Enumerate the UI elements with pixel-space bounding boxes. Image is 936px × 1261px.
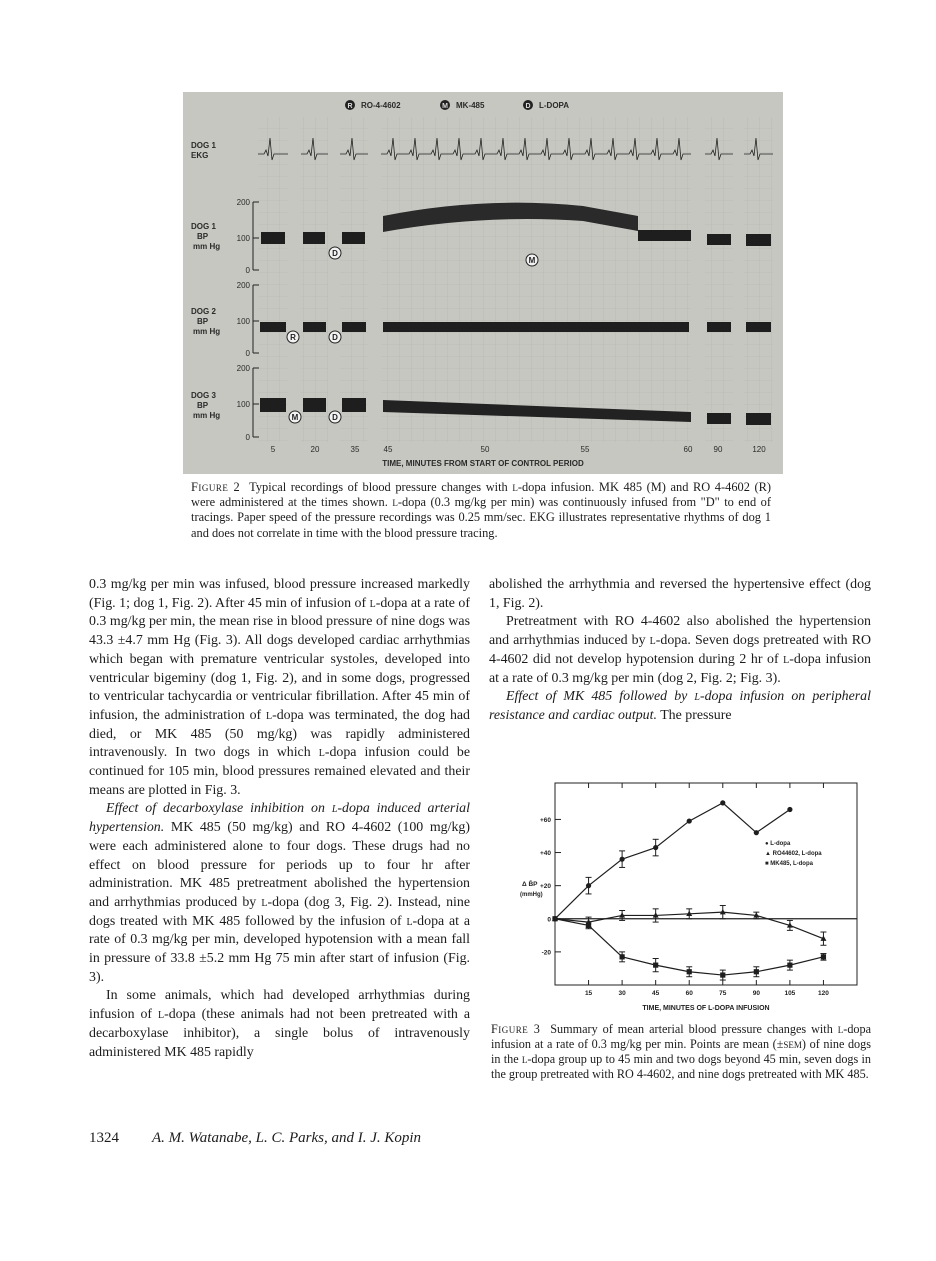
x-axis-label: TIME, MINUTES OF L-DOPA INFUSION	[642, 1005, 770, 1012]
x-tick-label-1: 30	[618, 990, 626, 997]
small-caps-l: l	[318, 745, 325, 761]
right-paragraph-2-text: Pretreatment with RO 4-4602 also abolished the hypertension and arrhythmias induced by l-dopa. Seven dogs pretreated with RO 4-4602 did not develop hypotension during 2 hr of l-dopa infusion at a rate of 0.3 mg/kg per min (dog 2, Fig. 2; Fig. 3).	[489, 614, 872, 686]
small-caps-l: l	[265, 707, 273, 723]
bp-tick-label-2-0: 200	[236, 364, 250, 373]
dog2-bp-band-0	[260, 322, 286, 332]
bp-tick-label-1-0: 200	[236, 281, 250, 290]
row-labels	[191, 141, 220, 420]
figure-3-chart	[500, 776, 875, 1016]
small-caps-l: l	[694, 689, 700, 705]
dog3-bp-band-1	[303, 398, 326, 412]
bp-tick-label-1-2: 0	[245, 349, 250, 358]
dog3-bp-band-0	[260, 398, 286, 412]
strip-1	[301, 117, 328, 442]
recording-strips	[258, 117, 773, 442]
time-tick-4: 50	[480, 445, 490, 454]
legend-ldopa-label: L-DOPA	[539, 101, 570, 110]
legend-m-letter: M	[442, 103, 448, 110]
dog1-bp-label-dog: DOG 1	[191, 222, 216, 231]
strip-2	[340, 117, 368, 442]
bp-axes	[237, 198, 259, 442]
point-0-5	[720, 800, 725, 805]
time-axis-ticks	[271, 445, 766, 454]
dog2-bp-band-1	[303, 322, 326, 332]
dog1-bp-label-unit: mm Hg	[193, 242, 221, 251]
dog3-bp-band-2	[342, 398, 366, 412]
point-2-0	[552, 916, 557, 921]
y-tick-label-1: 0	[547, 916, 551, 924]
right-paragraph-3-heading: Effect of MK 485 followed by l-dopa infusion on peripheral resistance and cardiac output.	[489, 689, 871, 723]
small-caps-l: l	[157, 1007, 165, 1023]
dog1-bp-band-3	[638, 230, 691, 241]
point-0-3	[653, 845, 658, 850]
left-paragraph-2-text: MK 485 (50 mg/kg) and RO 4-4602 (100 mg/kg) were each administered alone to four dogs. These drugs had no effect on blood pressure for periods up to four hr after administration. MK 485 pretreatment abolished the hypertension and arrhythmias produced by l-dopa (dog 3, Fig. 2). Instead, nine dogs treated with MK 485 followed by the infusion of l-dopa at a rate of 0.3 mg/kg per min, developed hypotension with a mean fall in pressure of 33.8 ±5.2 mm Hg 75 min after start of infusion (Fig. 3).	[89, 820, 471, 985]
right-paragraph-2	[489, 613, 871, 688]
marker-m-dog1-letter: M	[528, 256, 536, 265]
chart-legend	[765, 841, 822, 867]
bp-tick-label-0-2: 0	[245, 266, 250, 275]
point-2-4	[687, 969, 692, 974]
figure-2-caption-text: Typical recordings of blood pressure changes with l-dopa infusion. MK 485 (M) and RO 4-4602 (R) were administered at the times shown. l-dopa (0.3 mg/kg per min) was continuously infused from "D" to end of tracings. Paper speed of the pressure recordings was 0.25 mm/sec. EKG illustrates representative rhythms of dog 1 and does not correlate in time with the blood pressure tracing.	[191, 480, 772, 540]
small-caps-l: l	[649, 633, 656, 649]
chart-frame	[555, 783, 857, 985]
dog2-bp-label-bp: BP	[197, 317, 209, 326]
strip-4	[705, 117, 733, 442]
point-0-6	[754, 830, 759, 835]
dog3-bp-label-unit: mm Hg	[193, 411, 221, 420]
x-tick-label-0: 15	[584, 990, 593, 997]
dog2-bp-band-2	[342, 322, 366, 332]
point-2-5	[720, 972, 725, 977]
left-paragraph-2-heading: Effect of decarboxylase inhibition on l-dopa induced arterial hypertension.	[89, 801, 470, 836]
point-0-2	[620, 857, 625, 862]
right-paragraph-1	[489, 576, 871, 613]
figure-2-svg	[183, 92, 783, 474]
right-paragraph-1-text: abolished the arrhythmia and reversed the hypertensive effect (dog 1, Fig. 2).	[489, 577, 871, 611]
time-axis-label: TIME, MINUTES FROM START OF CONTROL PERIOD	[382, 459, 584, 468]
time-tick-0: 5	[270, 445, 276, 454]
left-paragraph-3	[89, 987, 470, 1062]
dog2-bp-label-dog: DOG 2	[191, 307, 216, 316]
page-number: 1324	[89, 1130, 119, 1146]
left-text-column	[89, 576, 470, 1062]
right-text-column	[489, 576, 871, 726]
time-tick-5: 55	[580, 445, 590, 454]
dog2-bp-band-4	[707, 322, 731, 332]
small-caps-sem: sem	[783, 1037, 802, 1051]
running-authors: A. M. Watanabe, L. C. Parks, and I. J. Kopin	[152, 1130, 422, 1146]
figure-2-recordings	[183, 92, 783, 474]
legend-ro44602: ▲ RO44602, L-dopa	[765, 851, 822, 857]
small-caps-l: l	[783, 651, 790, 667]
dog1-bp-label-bp: BP	[197, 232, 209, 241]
marker-d-dog1-letter: D	[332, 249, 338, 258]
point-0-7	[787, 807, 792, 812]
figure-3-caption	[491, 1022, 871, 1082]
left-paragraph-2	[89, 800, 470, 987]
left-paragraph-1	[89, 576, 470, 800]
point-2-1	[586, 923, 591, 928]
time-tick-2: 35	[350, 445, 360, 454]
y-tick-label-4: +60	[539, 816, 551, 824]
point-0-4	[687, 818, 692, 823]
bp-tick-label-0-0: 200	[236, 198, 250, 207]
time-tick-6: 60	[683, 445, 693, 454]
ekg-label-dog: DOG 1	[191, 141, 216, 150]
dog2-bp-band-5	[746, 322, 771, 332]
marker-d-dog2-letter: D	[332, 333, 338, 342]
dog1-bp-band-5	[746, 234, 771, 246]
dog1-bp-band-1	[303, 232, 325, 244]
x-tick-label-4: 75	[719, 990, 727, 997]
page-footer	[89, 1130, 421, 1147]
time-tick-7: 90	[713, 445, 723, 454]
time-tick-3: 45	[383, 445, 393, 454]
x-tick-label-3: 60	[685, 990, 693, 997]
y-tick-label-3: +40	[539, 850, 551, 858]
legend-mk-label: MK-485	[456, 101, 485, 110]
figure-2-legend	[345, 100, 569, 110]
chart-series	[552, 800, 826, 980]
figure-3-caption-label: Figure 3	[491, 1022, 541, 1036]
point-2-8	[821, 954, 826, 959]
figure-2-caption	[191, 480, 771, 541]
ekg-label-ekg: EKG	[191, 151, 209, 160]
small-caps-l: l	[837, 1022, 844, 1036]
dog1-bp-band-0	[261, 232, 285, 244]
chart-axes	[540, 783, 857, 997]
dog3-bp-band-3	[707, 413, 731, 424]
dog2-bp-band-3	[383, 322, 689, 332]
dog3-bp-label-bp: BP	[197, 401, 209, 410]
legend-mk485: ■ MK485, L-dopa	[765, 861, 813, 867]
y-tick-label-0: -20	[541, 949, 551, 957]
right-paragraph-3-text: The pressure	[660, 707, 732, 723]
legend-ro-label: RO-4-4602	[361, 101, 401, 110]
legend-d-letter: D	[525, 103, 531, 110]
figure-2-caption-label: Figure 2	[191, 480, 241, 494]
point-2-7	[787, 963, 792, 968]
small-caps-l: l	[406, 913, 413, 929]
marker-r-dog2-letter: R	[290, 333, 296, 342]
strip-3	[381, 117, 691, 442]
marker-m-dog3-letter: M	[291, 413, 299, 422]
figure-3-caption-text: Summary of mean arterial blood pressure changes with l-dopa infusion at a rate of 0.3 mg/kg per min. Points are mean (±sem) of nine dogs in the l-dopa group up to 45 min and two dogs beyond 45 min, seven dogs in the group pretreated with RO 4-4602, and nine dogs pretreated with MK 485.	[491, 1022, 872, 1081]
x-tick-label-7: 120	[818, 990, 829, 997]
bp-tick-label-2-1: 100	[236, 400, 250, 409]
time-tick-8: 120	[752, 445, 766, 454]
series-line-0	[555, 803, 790, 919]
legend-ldopa: ● L-dopa	[765, 841, 791, 847]
strip-5	[744, 117, 773, 442]
time-tick-1: 20	[310, 445, 320, 454]
bp-tick-label-1-1: 100	[236, 317, 250, 326]
marker-d-dog3-letter: D	[332, 413, 338, 422]
small-caps-l: l	[331, 801, 338, 817]
point-1-5	[720, 909, 726, 914]
point-2-6	[754, 969, 759, 974]
y-axis-label: Δ B̄P	[522, 881, 538, 888]
bp-tick-label-2-2: 0	[245, 433, 250, 442]
small-caps-l: l	[261, 894, 268, 910]
dog1-bp-band-4	[707, 234, 731, 245]
small-caps-l: l	[369, 595, 376, 611]
dog2-bp-label-unit: mm Hg	[193, 327, 221, 336]
dog3-bp-band-4	[746, 413, 771, 425]
left-paragraph-1-text: 0.3 mg/kg per min was infused, blood pressure increased markedly (Fig. 1; dog 1, Fig. 2). After 45 min of infusion of l-dopa at a rate of 0.3 mg/kg per min, the mean rise in blood pressure of nine dogs was 43.3 ±4.7 mm Hg (Fig. 3). All dogs developed cardiac arrhythmias which began with premature ventricular systoles, developed into ventricular bigeminy (dog 1, Fig. 2), and in some dogs, progressed to ventricular tachycardia or ventricular fibrillation. After 45 min of infusion, the administration of l-dopa was terminated, the dog had died, or MK 485 (50 mg/kg) was rapidly administered intravenously. In two dogs in which l-dopa infusion could be continued for 105 min, blood pressures remained elevated and their means are plotted in Fig. 3.	[89, 577, 470, 798]
x-tick-label-5: 90	[752, 990, 760, 997]
legend-r-letter: R	[347, 103, 353, 110]
dog1-bp-band-2	[342, 232, 365, 244]
strip-0	[258, 117, 288, 442]
left-paragraph-3-text: In some animals, which had developed arrhythmias during infusion of l-dopa (these animals had not been pretreated with a decarboxylase inhibitor), a single bolus of intravenously administered MK 485 rapidly	[89, 988, 470, 1060]
x-tick-label-2: 45	[652, 990, 660, 997]
small-caps-l: l	[521, 1052, 528, 1066]
bp-tick-label-0-1: 100	[236, 234, 250, 243]
point-0-1	[586, 883, 591, 888]
y-tick-label-2: +20	[539, 883, 551, 891]
small-caps-l: l	[512, 480, 518, 494]
small-caps-l: l	[392, 495, 398, 510]
point-2-2	[620, 954, 625, 959]
y-axis-unit: (mmHg)	[520, 892, 543, 898]
dog3-bp-label-dog: DOG 3	[191, 391, 216, 400]
right-paragraph-3	[489, 688, 871, 725]
point-2-3	[653, 963, 658, 968]
x-tick-label-6: 105	[784, 990, 796, 997]
